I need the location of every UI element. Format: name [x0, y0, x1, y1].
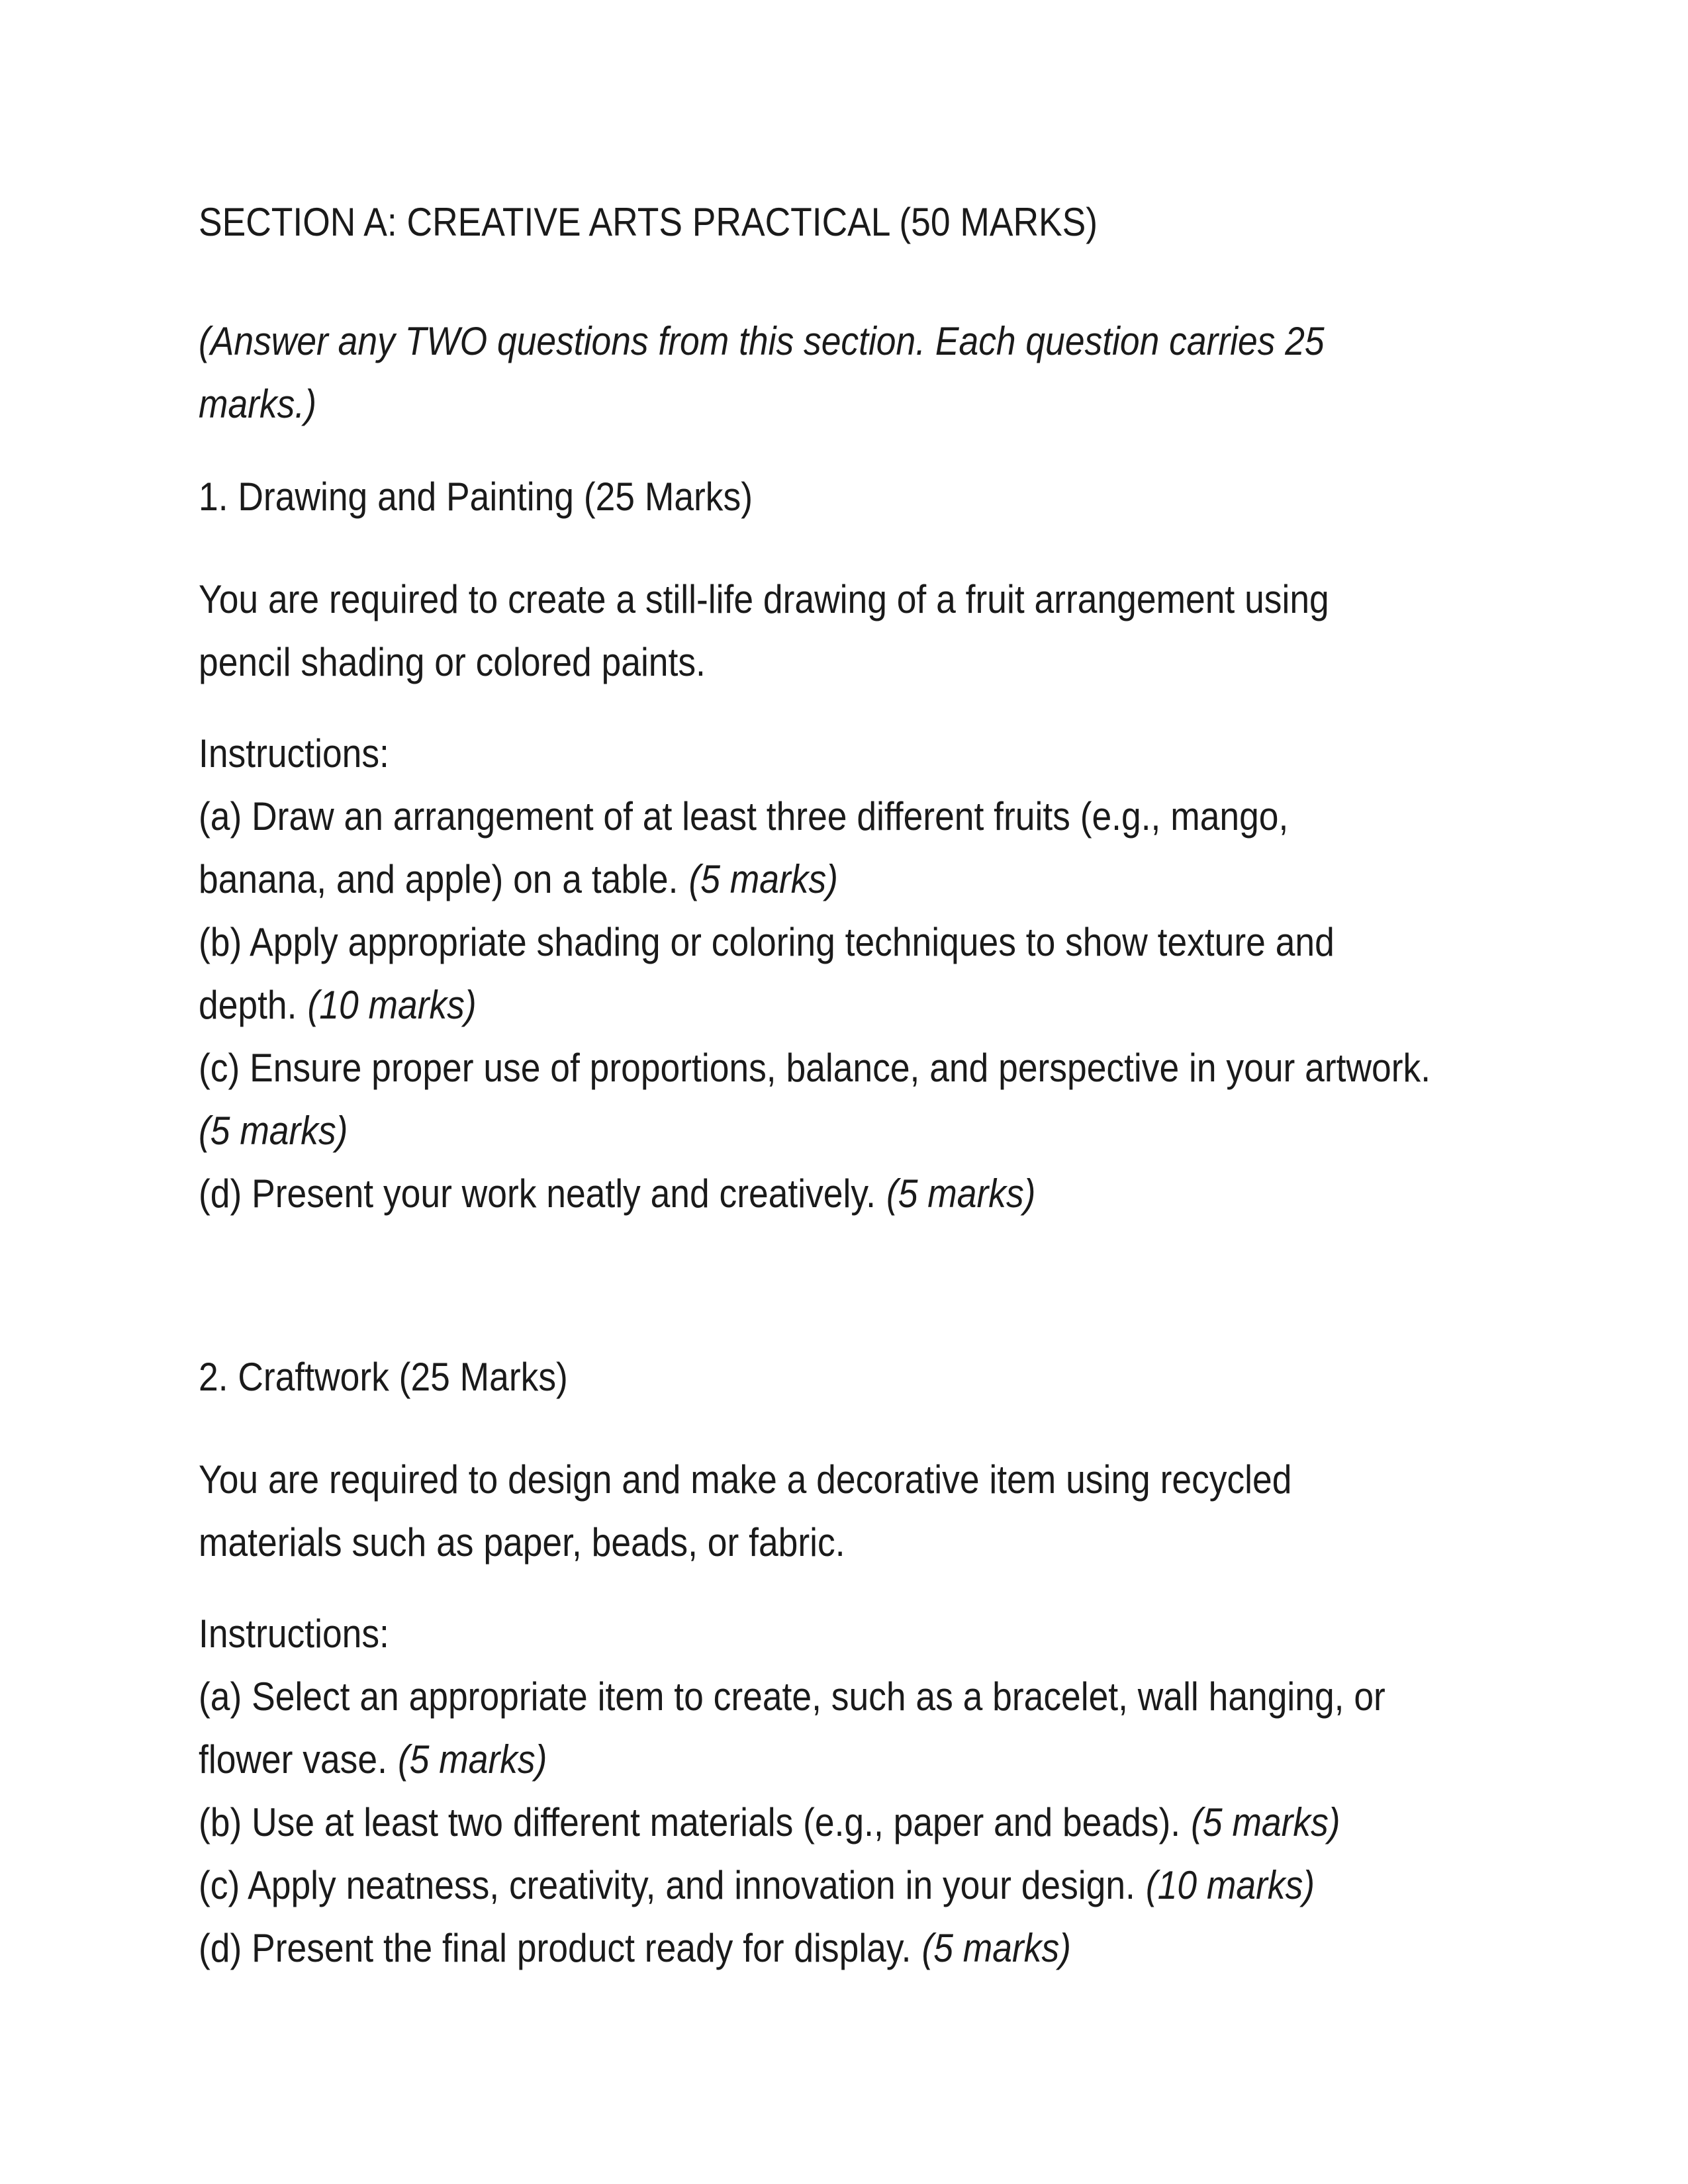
document-content: [199, 191, 1513, 1979]
instruction-item-a-line-1: [199, 1665, 1513, 1728]
intro-line: materials such as paper, beads, or fabric.: [199, 1520, 845, 1565]
item-text: (d) Present your work neatly and creatively.: [199, 1171, 876, 1216]
section-note-line: (Answer any TWO questions from this section. Each question carries 25: [199, 319, 1325, 363]
question-1-title: [199, 465, 1513, 528]
item-text: flower vase.: [199, 1737, 387, 1782]
item-text: (a) Select an appropriate item to create, such as a bracelet, wall hanging, or: [199, 1674, 1385, 1719]
instruction-item-a-line-1: [199, 785, 1513, 848]
item-text: (b) Apply appropriate shading or coloring techniques to show texture and: [199, 920, 1335, 964]
instruction-item-c-line-1: [199, 1854, 1513, 1917]
marks-label: (5 marks): [199, 1109, 348, 1153]
item-text: (c) Apply neatness, creativity, and innovation in your design.: [199, 1863, 1135, 1907]
question-1-intro: [199, 568, 1513, 694]
instruction-item-b-line-1: [199, 1791, 1513, 1854]
marks-label: (5 marks): [688, 857, 838, 901]
question-title-text: 1. Drawing and Painting (25 Marks): [199, 475, 753, 519]
marks-label: (10 marks): [307, 983, 477, 1027]
instructions-label: Instructions:: [199, 1612, 389, 1656]
item-text: (d) Present the final product ready for display.: [199, 1926, 912, 1970]
item-text: (b) Use at least two different materials (e.g., paper and beads).: [199, 1800, 1181, 1844]
question-title-text: 2. Craftwork (25 Marks): [199, 1355, 568, 1399]
item-text: depth.: [199, 983, 297, 1027]
instructions-label: Instructions:: [199, 731, 389, 776]
intro-line: You are required to design and make a decorative item using recycled: [199, 1457, 1292, 1502]
instruction-item-a-line-2: [199, 848, 1513, 911]
question-1-instructions: [199, 722, 1513, 1225]
marks-label: (5 marks): [921, 1926, 1071, 1970]
instruction-item-b-line-1: [199, 911, 1513, 974]
instruction-item-b-line-2: [199, 974, 1513, 1036]
intro-line: You are required to create a still-life drawing of a fruit arrangement using: [199, 577, 1329, 621]
marks-label: (5 marks): [1191, 1800, 1340, 1844]
instruction-item-d-line-1: [199, 1917, 1513, 1979]
question-2-instructions: [199, 1602, 1513, 1979]
item-text: (a) Draw an arrangement of at least three different fruits (e.g., mango,: [199, 794, 1289, 839]
section-note: [199, 310, 1513, 435]
instruction-item-a-line-2: [199, 1728, 1513, 1791]
marks-label: (10 marks): [1145, 1863, 1315, 1907]
instruction-item-c-line-2: [199, 1099, 1513, 1162]
item-text: banana, and apple) on a table.: [199, 857, 679, 901]
question-2-title: [199, 1345, 1513, 1408]
section-note-line: marks.): [199, 382, 316, 426]
item-text: (c) Ensure proper use of proportions, balance, and perspective in your artwork.: [199, 1046, 1431, 1090]
section-heading: [199, 191, 1513, 253]
section-heading-text: SECTION A: CREATIVE ARTS PRACTICAL (50 MARKS): [199, 200, 1098, 244]
instruction-item-d-line-1: [199, 1162, 1513, 1225]
marks-label: (5 marks): [397, 1737, 547, 1782]
marks-label: (5 marks): [886, 1171, 1036, 1216]
question-2-intro: [199, 1448, 1513, 1574]
instruction-item-c-line-1: [199, 1036, 1513, 1099]
intro-line: pencil shading or colored paints.: [199, 640, 706, 684]
